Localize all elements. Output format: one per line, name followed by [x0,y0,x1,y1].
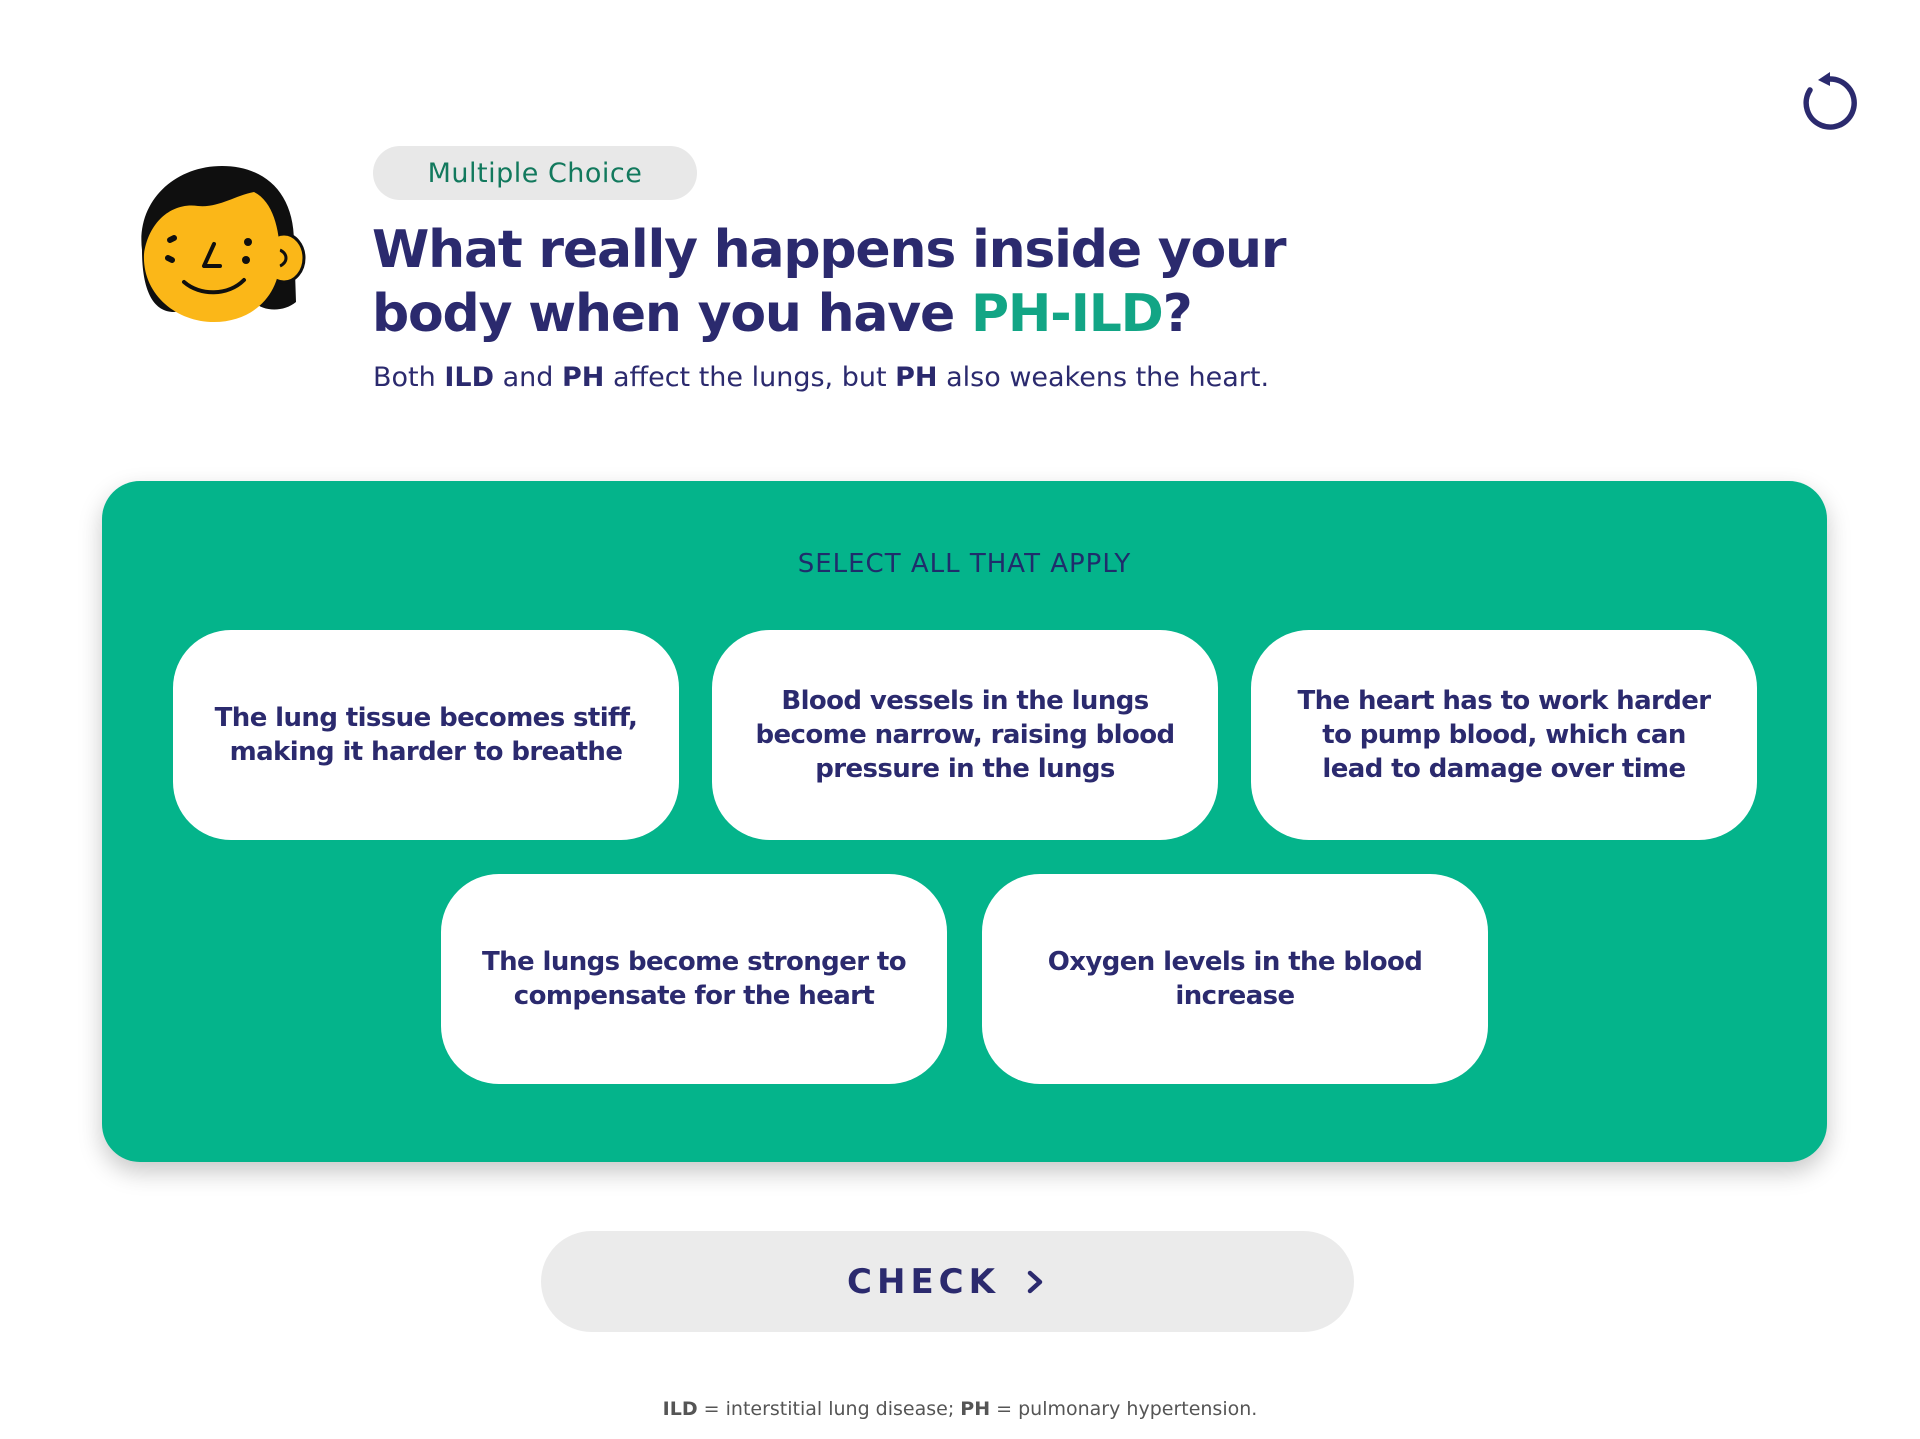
reset-button[interactable] [1790,68,1858,136]
question-highlight: PH-ILD [970,284,1163,344]
avatar [134,162,306,324]
chevron-right-icon [1022,1269,1048,1295]
reset-icon [1790,68,1858,136]
answer-option-3[interactable] [1251,630,1757,840]
answer-option-label: The lungs become stronger to compensate for the heart [481,947,906,1011]
avatar-face-icon [134,162,306,324]
subtitle-text: also weakens the heart. [937,362,1270,393]
answer-option-label: Blood vessels in the lungs become narrow, raising blood pressure in the lungs [755,686,1175,784]
subtitle-bold: PH [895,362,938,393]
subtitle-text: and [494,362,562,393]
answer-option-4[interactable] [441,874,947,1084]
answer-option-label: The lung tissue becomes stiff, making it harder to breathe [214,703,638,767]
answer-option-label: Oxygen levels in the blood increase [1047,947,1423,1011]
question-title [372,218,1372,346]
question-subtitle [373,360,1373,396]
answer-option-5[interactable] [982,874,1488,1084]
answer-option-label: The heart has to work harder to pump blood, which can lead to damage over time [1297,686,1711,784]
question-end: ? [1162,284,1192,344]
footnote-bold: PH [960,1398,991,1420]
question-type-badge: Multiple Choice [373,146,697,200]
question-text: What really happens inside your body when you have [372,220,1286,344]
subtitle-text: Both [373,362,445,393]
answer-panel [102,481,1827,1162]
footnote-bold: ILD [662,1398,698,1420]
subtitle-text: affect the lungs, but [604,362,896,393]
answer-option-1[interactable] [173,630,679,840]
check-button-label: CHECK [847,1261,1000,1302]
footnote-text: = interstitial lung disease; [697,1398,961,1420]
footnote-text: = pulmonary hypertension. [990,1398,1258,1420]
abbreviation-footnote [0,1398,1920,1420]
answer-option-2[interactable] [712,630,1218,840]
select-all-instruction: SELECT ALL THAT APPLY [797,549,1132,579]
check-button[interactable] [541,1231,1354,1332]
subtitle-bold: ILD [444,362,494,393]
subtitle-bold: PH [561,362,605,393]
